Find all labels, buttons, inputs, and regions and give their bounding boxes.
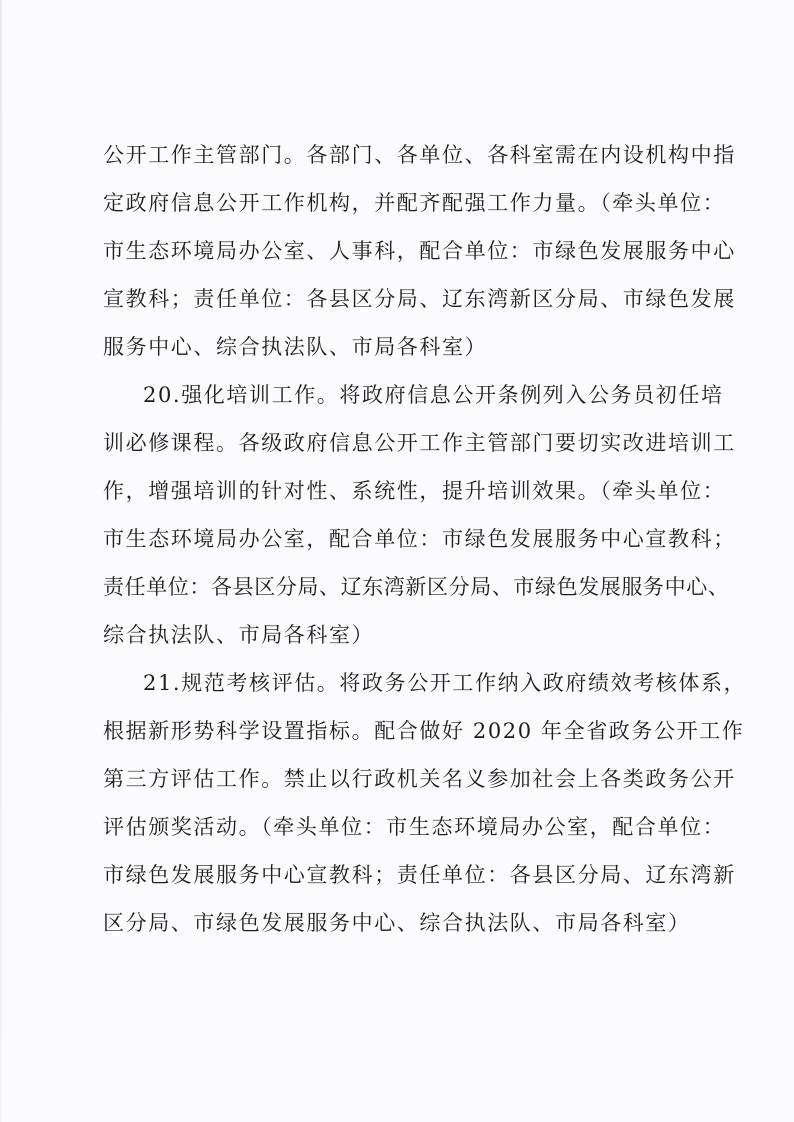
text-line: 服务中心、综合执法队、市局各科室） bbox=[103, 335, 488, 359]
text-line: 市生态环境局办公室，配合单位：市绿色发展服务中心宣教科； bbox=[103, 527, 736, 551]
text-line: 评估颁奖活动。（牵头单位：市生态环境局办公室，配合单位： bbox=[103, 815, 726, 839]
text-line: 第三方评估工作。禁止以行政机关名义参加社会上各类政务公开 bbox=[103, 767, 736, 791]
text-line: 公开工作主管部门。各部门、各单位、各科室需在内设机构中指 bbox=[103, 143, 736, 167]
text-line: 宣教科；责任单位：各县区分局、辽东湾新区分局、市绿色发展 bbox=[103, 287, 736, 311]
text-line: 作，增强培训的针对性、系统性，提升培训效果。（牵头单位： bbox=[103, 479, 726, 503]
text-line: 区分局、市绿色发展服务中心、综合执法队、市局各科室） bbox=[103, 911, 691, 935]
text-line: 根据新形势科学设置指标。配合做好 2020 年全省政务公开工作 bbox=[103, 719, 745, 743]
paragraph-21-start: 21.规范考核评估。将政务公开工作纳入政府绩效考核体系， bbox=[143, 671, 747, 695]
text-line: 责任单位：各县区分局、辽东湾新区分局、市绿色发展服务中心、 bbox=[103, 575, 730, 599]
text-line: 训必修课程。各级政府信息公开工作主管部门要切实改进培训工 bbox=[103, 431, 736, 455]
paragraph-20-start: 20.强化培训工作。将政府信息公开条例列入公务员初任培 bbox=[143, 383, 724, 407]
text-line: 综合执法队、市局各科室） bbox=[103, 623, 375, 647]
text-line: 市生态环境局办公室、人事科，配合单位：市绿色发展服务中心 bbox=[103, 239, 736, 263]
text-line: 市绿色发展服务中心宣教科；责任单位：各县区分局、辽东湾新 bbox=[103, 863, 736, 887]
text-line: 定政府信息公开工作机构，并配齐配强工作力量。（牵头单位： bbox=[103, 191, 726, 215]
scan-edge bbox=[0, 0, 2, 1122]
